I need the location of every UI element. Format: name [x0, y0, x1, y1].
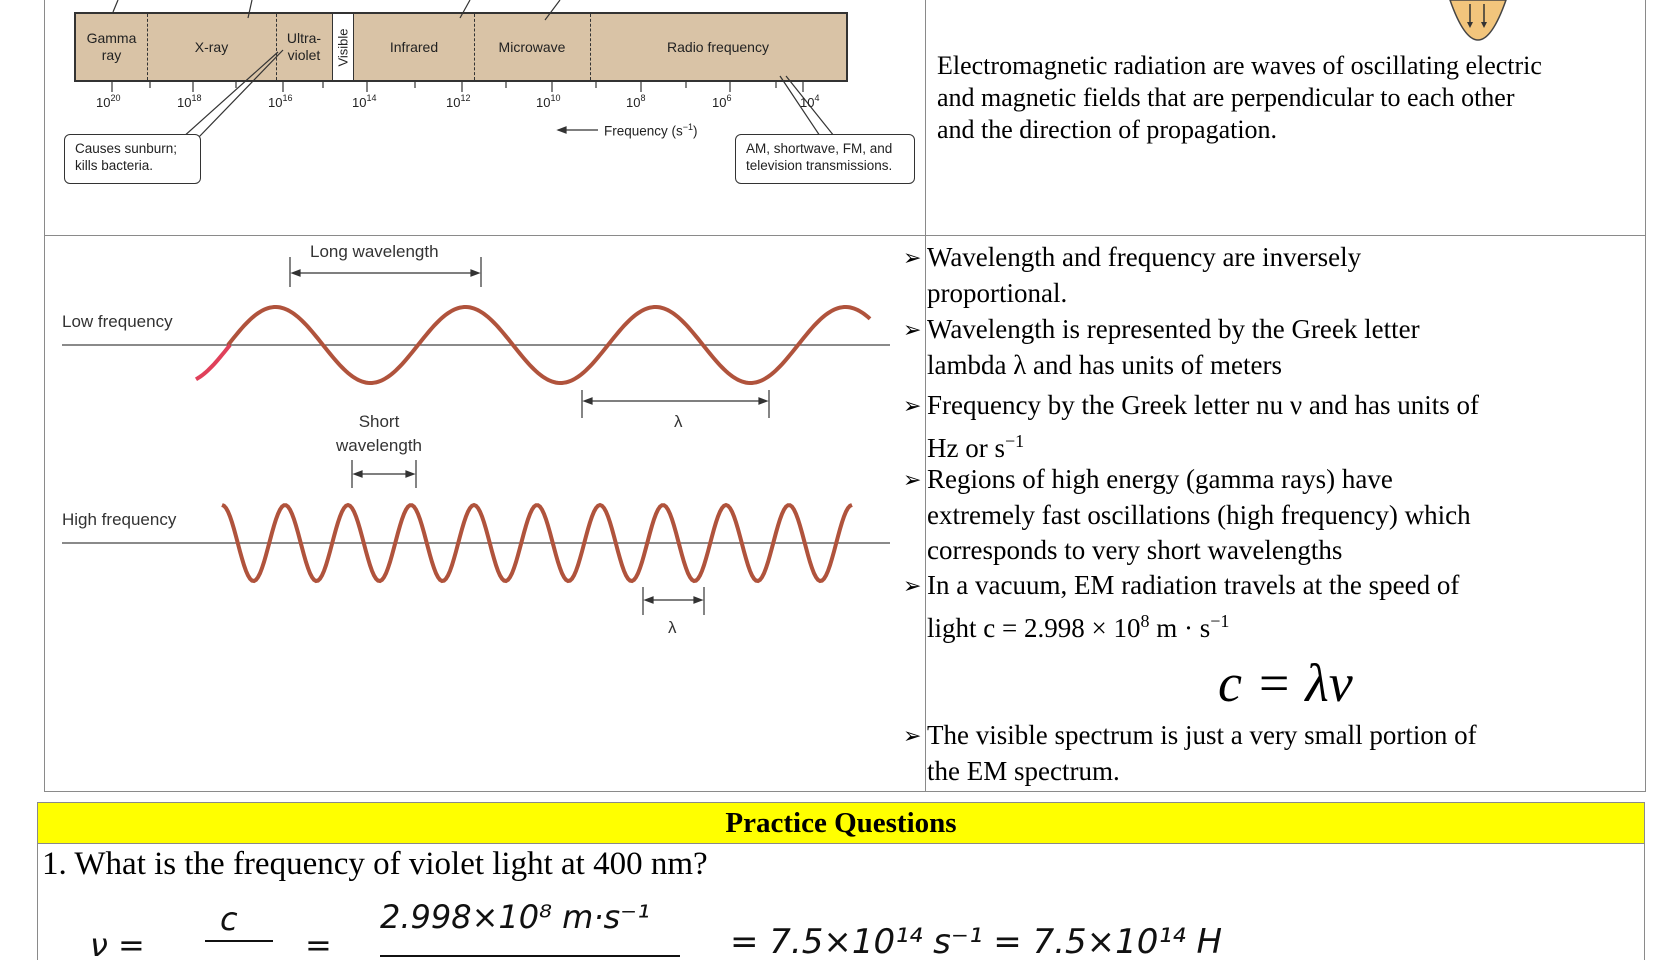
region-radio: Radio frequency: [667, 38, 769, 55]
intro-paragraph: Electromagnetic radiation are waves of oscillating electric and magnetic fields that are perpendicular to each other and the direction of propagation.: [937, 51, 1542, 144]
bullet-visible-spectrum: ➢ The visible spectrum is just a very small portion of the EM spectrum.: [903, 720, 1477, 786]
bullet-high-energy: ➢ Regions of high energy (gamma rays) have extremely fast oscillations (high frequency) which corresponds to very short wavelengths: [903, 464, 1471, 565]
handwriting-result: = 7.5×10¹⁴ s⁻¹ = 7.5×10¹⁴ H: [730, 922, 1223, 962]
low-frequency-wave-start: [196, 345, 230, 379]
freq-label-8: $10^8$: [626, 93, 646, 110]
handwriting-fraction-bar-2: [380, 955, 680, 957]
frame-middle-border: [925, 0, 926, 791]
handwriting-numerator: 2.998×10⁸ m·s⁻¹: [380, 898, 650, 936]
region-gamma: Gamma ray: [86, 30, 137, 63]
bullet-frequency-nu: ➢ Frequency by the Greek letter nu ν and has units of Hz or $s^{-1}$: [903, 390, 1480, 463]
region-xray: X-ray: [194, 38, 229, 55]
freq-label-12: $10^{12}$: [446, 93, 471, 110]
handwriting-fraction-bar: [205, 940, 273, 942]
lambda-high-label: λ: [668, 618, 677, 637]
freq-label-20: $10^{20}$: [96, 93, 121, 110]
handwriting-fraction-numerator: c: [220, 900, 238, 938]
freq-label-14: $10^{14}$: [352, 93, 377, 110]
region-ultraviolet: Ultra- violet: [286, 30, 322, 63]
region-infrared: Infrared: [389, 38, 439, 55]
freq-label-10: $10^{10}$: [536, 93, 561, 110]
long-wavelength-label: Long wavelength: [310, 242, 439, 261]
callout-radio: AM, shortwave, FM, and television transmissions.: [735, 134, 915, 184]
frequency-axis-label: Frequency $(s^{-1})$: [604, 122, 698, 139]
equation-c-lambda-nu: c = λν: [1218, 653, 1353, 713]
frame-right-border: [1645, 0, 1646, 791]
bullet-speed-of-light: ➢ In a vacuum, EM radiation travels at the speed of light $c = 2.998 \times 10^8$ $m \cdot s^{-1}$: [903, 570, 1460, 643]
callout-uv: Causes sunburn; kills bacteria.: [64, 134, 201, 184]
region-visible: Visible: [332, 14, 354, 80]
lambda-low-label: λ: [674, 412, 683, 431]
practice-left-border: [37, 844, 38, 960]
high-frequency-label: High frequency: [62, 510, 177, 529]
practice-questions-header: Practice Questions: [37, 802, 1645, 844]
freq-label-4: $10^4$: [800, 93, 820, 110]
handwriting-lhs: ν =: [90, 926, 145, 964]
handwriting-equals: =: [305, 926, 332, 964]
region-microwave: Microwave: [498, 38, 566, 55]
low-frequency-label: Low frequency: [62, 312, 173, 331]
freq-label-6: $10^6$: [712, 93, 732, 110]
freq-label-18: $10^{18}$: [177, 93, 202, 110]
em-wave-icon: [1448, 0, 1508, 44]
spectrum-ticks-svg: [0, 0, 925, 235]
practice-question-1: 1. What is the frequency of violet light at 400 nm?: [42, 846, 708, 882]
bullet-inverse-proportional: ➢ Wavelength and frequency are inversely proportional.: [903, 242, 1362, 308]
practice-right-border: [1644, 844, 1645, 960]
freq-label-16: $10^{16}$: [268, 93, 293, 110]
frame-bottom-border: [44, 791, 1646, 792]
wave-drawing: [0, 235, 925, 635]
bullet-wavelength-lambda: ➢ Wavelength is represented by the Greek letter lambda λ and has units of meters: [903, 314, 1420, 380]
short-wavelength-label: Short wavelength: [336, 412, 423, 455]
